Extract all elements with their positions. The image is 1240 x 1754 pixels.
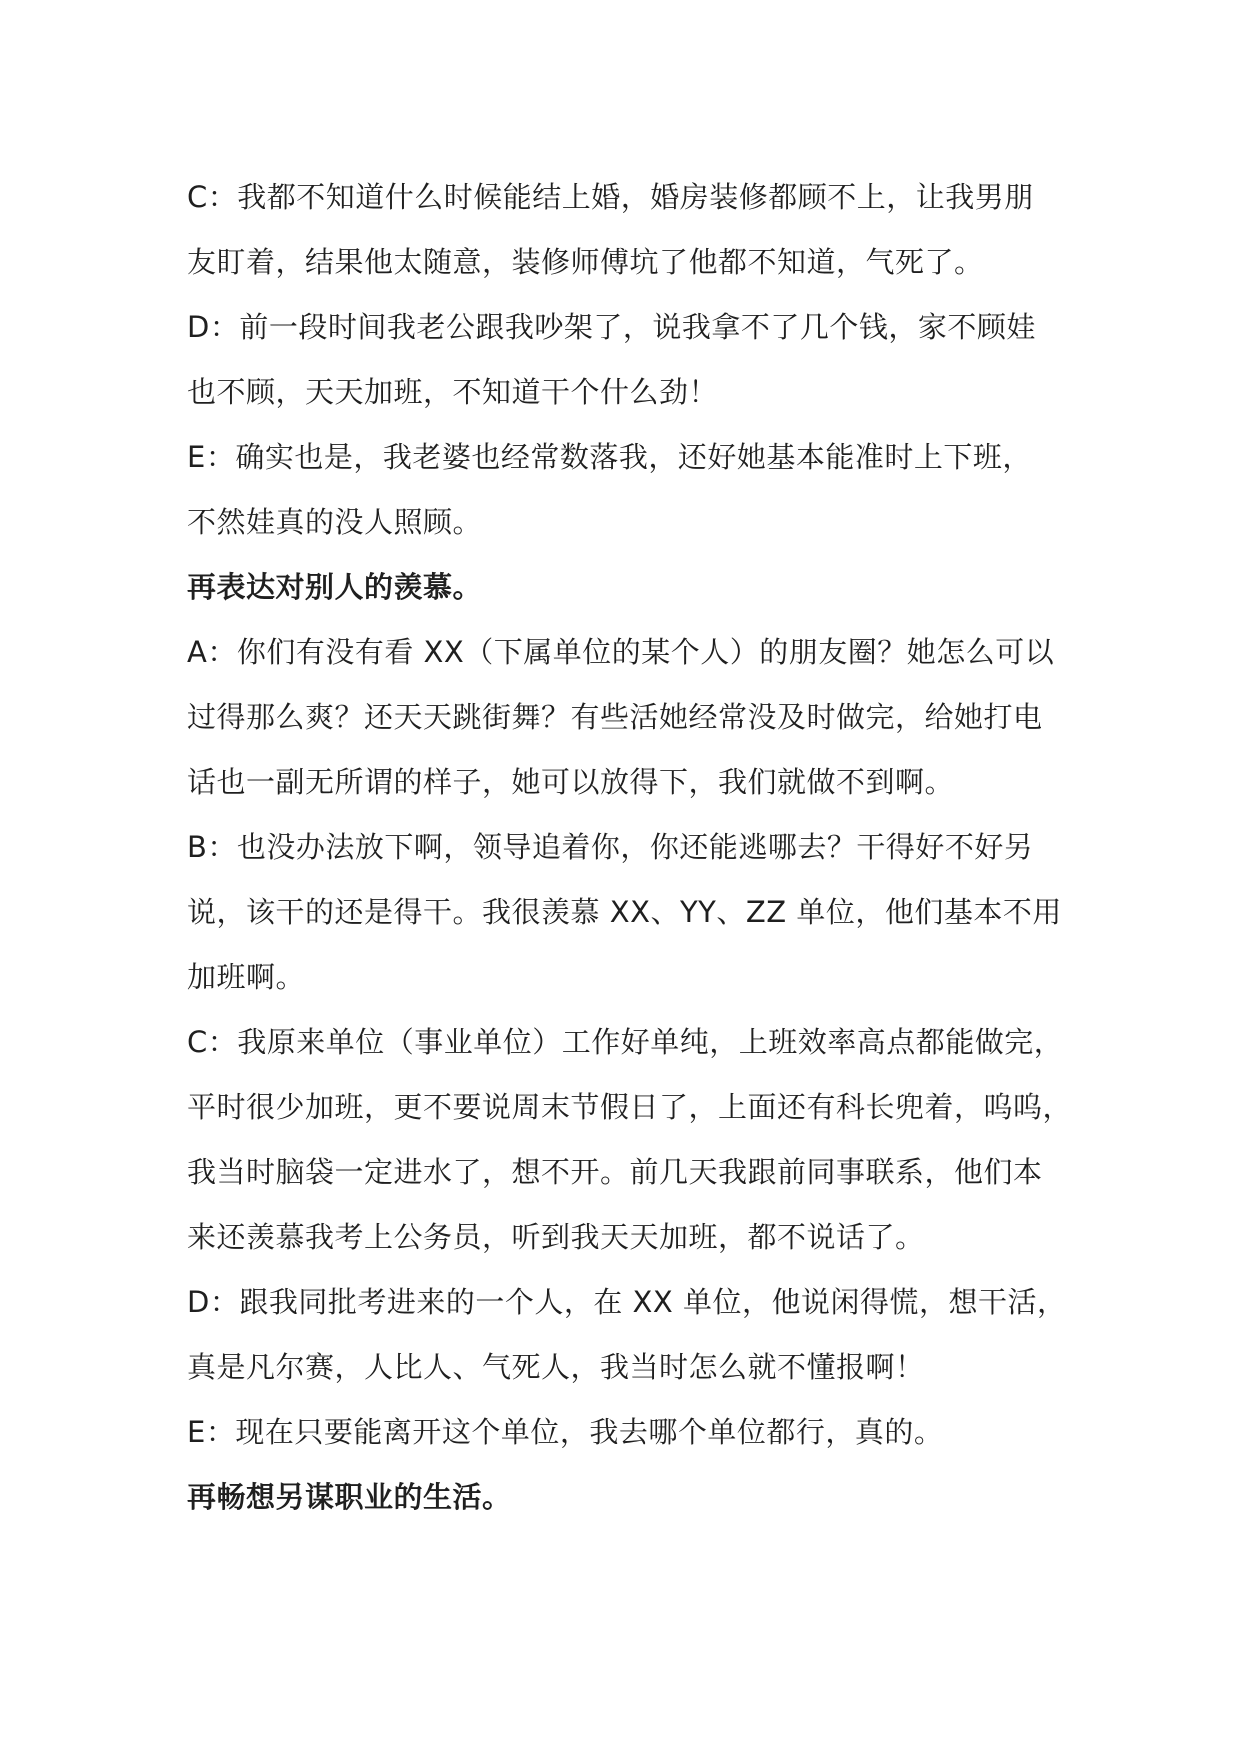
dialogue-line: D：前一段时间我老公跟我吵架了，说我拿不了几个钱，家不顾娃	[187, 310, 1036, 344]
dialogue-line: 平时很少加班，更不要说周末节假日了，上面还有科长兜着，呜呜，	[187, 1090, 1073, 1124]
dialogue-line: 我当时脑袋一定进水了，想不开。前几天我跟前同事联系，他们本	[187, 1155, 1043, 1189]
dialogue-line: 加班啊。	[187, 960, 306, 994]
dialogue-line: E：现在只要能离开这个单位，我去哪个单位都行，真的。	[187, 1415, 944, 1449]
dialogue-line: A：你们有没有看 XX（下属单位的某个人）的朋友圈？她怎么可以	[187, 635, 1055, 669]
dialogue-line: 不然娃真的没人照顾。	[187, 505, 483, 539]
dialogue-line: 说，该干的还是得干。我很羡慕 XX、YY、ZZ 单位，他们基本不用	[187, 895, 1062, 929]
dialogue-line: E：确实也是，我老婆也经常数落我，还好她基本能准时上下班，	[187, 440, 1032, 474]
dialogue-line: C：我原来单位（事业单位）工作好单纯，上班效率高点都能做完，	[187, 1025, 1064, 1059]
dialogue-line: 友盯着，结果他太随意，装修师傅坑了他都不知道，气死了。	[187, 245, 984, 279]
dialogue-line: C：我都不知道什么时候能结上婚，婚房装修都顾不上，让我男朋	[187, 180, 1034, 214]
section-heading: 再表达对别人的羡慕。	[187, 570, 483, 604]
dialogue-line: 话也一副无所谓的样子，她可以放得下，我们就做不到啊。	[187, 765, 955, 799]
dialogue-line: D：跟我同批考进来的一个人，在 XX 单位，他说闲得慌，想干活，	[187, 1285, 1067, 1319]
document-body	[187, 165, 1087, 1530]
dialogue-line: 也不顾，天天加班，不知道干个什么劲！	[187, 375, 719, 409]
section-heading: 再畅想另谋职业的生活。	[187, 1480, 512, 1514]
dialogue-line: B：也没办法放下啊，领导追着你，你还能逃哪去？干得好不好另	[187, 830, 1034, 864]
dialogue-line: 真是凡尔赛，人比人、气死人，我当时怎么就不懂报啊！	[187, 1350, 925, 1384]
dialogue-line: 来还羡慕我考上公务员，听到我天天加班，都不说话了。	[187, 1220, 925, 1254]
dialogue-line: 过得那么爽？还天天跳街舞？有些活她经常没及时做完，给她打电	[187, 700, 1043, 734]
